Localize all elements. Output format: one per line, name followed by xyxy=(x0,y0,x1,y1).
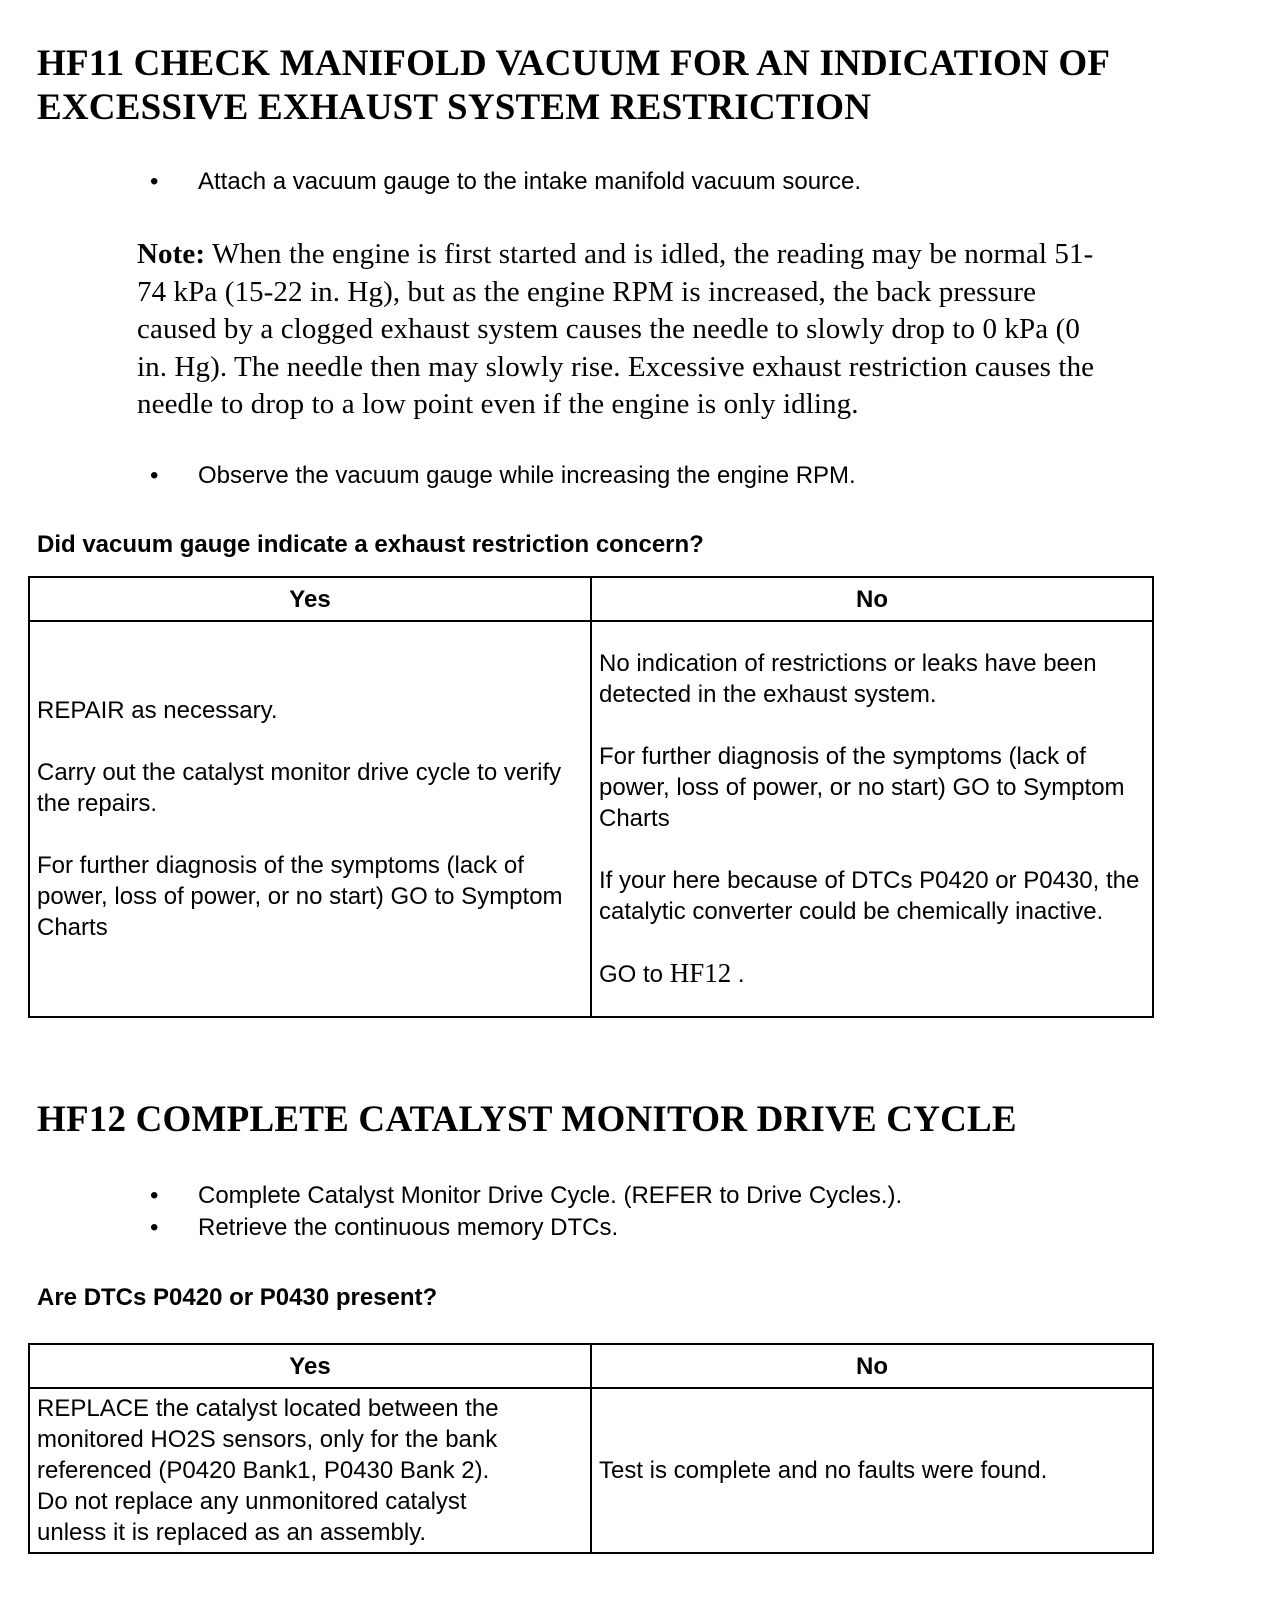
cell-line: unless it is replaced as an assembly. xyxy=(37,1519,427,1546)
heading-line: EXCESSIVE EXHAUST SYSTEM RESTRICTION xyxy=(37,87,872,128)
list-item xyxy=(150,166,861,198)
cell-line: referenced (P0420 Bank1, P0430 Bank 2). xyxy=(37,1457,490,1484)
question-label: Did vacuum gauge indicate a exhaust restriction concern? xyxy=(37,531,704,558)
bullet-icon: • xyxy=(150,1182,159,1209)
list-item xyxy=(150,460,856,492)
note-text: caused by a clogged exhaust system causes the needle to slowly drop to 0 kPa (0 xyxy=(137,313,1080,345)
step-list xyxy=(150,1180,902,1244)
yes-header: Yes xyxy=(29,577,591,621)
goto-suffix: . xyxy=(737,961,745,988)
step-text: Attach a vacuum gauge to the intake manifold vacuum source. xyxy=(198,168,862,195)
table-header-row xyxy=(29,577,1153,621)
cell-line: REPLACE the catalyst located between the xyxy=(37,1395,499,1422)
note-text: in. Hg). The needle then may slowly rise. Excessive exhaust restriction causes the xyxy=(137,350,1095,383)
step-text: Retrieve the continuous memory DTCs. xyxy=(198,1214,619,1241)
bullet-icon: • xyxy=(150,462,159,489)
goto-prefix: GO to xyxy=(599,961,664,988)
cell-paragraph: For further diagnosis of the symptoms (lack of power, loss of power, or no start) GO to Symptom Charts xyxy=(599,743,1125,832)
note-label: Note: xyxy=(137,238,206,270)
goto-instruction xyxy=(599,958,1146,990)
goto-link-hf12[interactable]: HF12 xyxy=(669,958,732,988)
table-row xyxy=(29,1388,1153,1553)
yes-cell xyxy=(29,621,591,1017)
yes-no-table xyxy=(28,1343,1154,1554)
cell-paragraph: REPAIR as necessary. xyxy=(37,697,278,724)
question-label: Are DTCs P0420 or P0430 present? xyxy=(37,1284,438,1311)
note-text: needle to drop to a low point even if the engine is only idling. xyxy=(137,388,859,420)
cell-line: Do not replace any unmonitored catalyst xyxy=(37,1488,467,1515)
note-paragraph xyxy=(137,236,1247,424)
yes-header: Yes xyxy=(29,1344,591,1388)
no-cell: Test is complete and no faults were found. xyxy=(591,1388,1153,1553)
table-header-row xyxy=(29,1344,1153,1388)
table-row xyxy=(29,621,1153,1017)
cell-paragraph: Carry out the catalyst monitor drive cycle to verify the repairs. xyxy=(37,759,562,817)
no-header: No xyxy=(591,1344,1153,1388)
cell-paragraph: For further diagnosis of the symptoms (lack of power, loss of power, or no start) GO to Symptom Charts xyxy=(37,852,563,941)
no-header: No xyxy=(591,577,1153,621)
no-cell xyxy=(591,621,1153,1017)
list-item xyxy=(150,1180,902,1212)
cell-paragraph: If your here because of DTCs P0420 or P0430, the catalytic converter could be chemically inactive. xyxy=(599,867,1140,925)
note-text: When the engine is first started and is idled, the reading may be normal 51- xyxy=(211,238,1094,270)
section-heading-hf12: HF12 COMPLETE CATALYST MONITOR DRIVE CYCLE xyxy=(37,1099,1017,1140)
list-item xyxy=(150,1212,902,1244)
note-text: 74 kPa (15-22 in. Hg), but as the engine RPM is increased, the back pressure xyxy=(137,275,1037,308)
bullet-icon: • xyxy=(150,168,159,195)
step-list xyxy=(150,166,861,198)
yes-no-table xyxy=(28,576,1154,1018)
cell-line: monitored HO2S sensors, only for the bank xyxy=(37,1426,498,1453)
step-list xyxy=(150,460,856,492)
step-text: Complete Catalyst Monitor Drive Cycle. (REFER to Drive Cycles.). xyxy=(198,1182,903,1209)
cell-paragraph: No indication of restrictions or leaks have been detected in the exhaust system. xyxy=(599,650,1097,708)
bullet-icon: • xyxy=(150,1214,159,1241)
step-text: Observe the vacuum gauge while increasing the engine RPM. xyxy=(198,462,856,489)
section-heading-hf11 xyxy=(37,42,1237,130)
heading-line: HF11 CHECK MANIFOLD VACUUM FOR AN INDICATION OF xyxy=(37,43,1111,84)
yes-cell xyxy=(29,1388,591,1553)
